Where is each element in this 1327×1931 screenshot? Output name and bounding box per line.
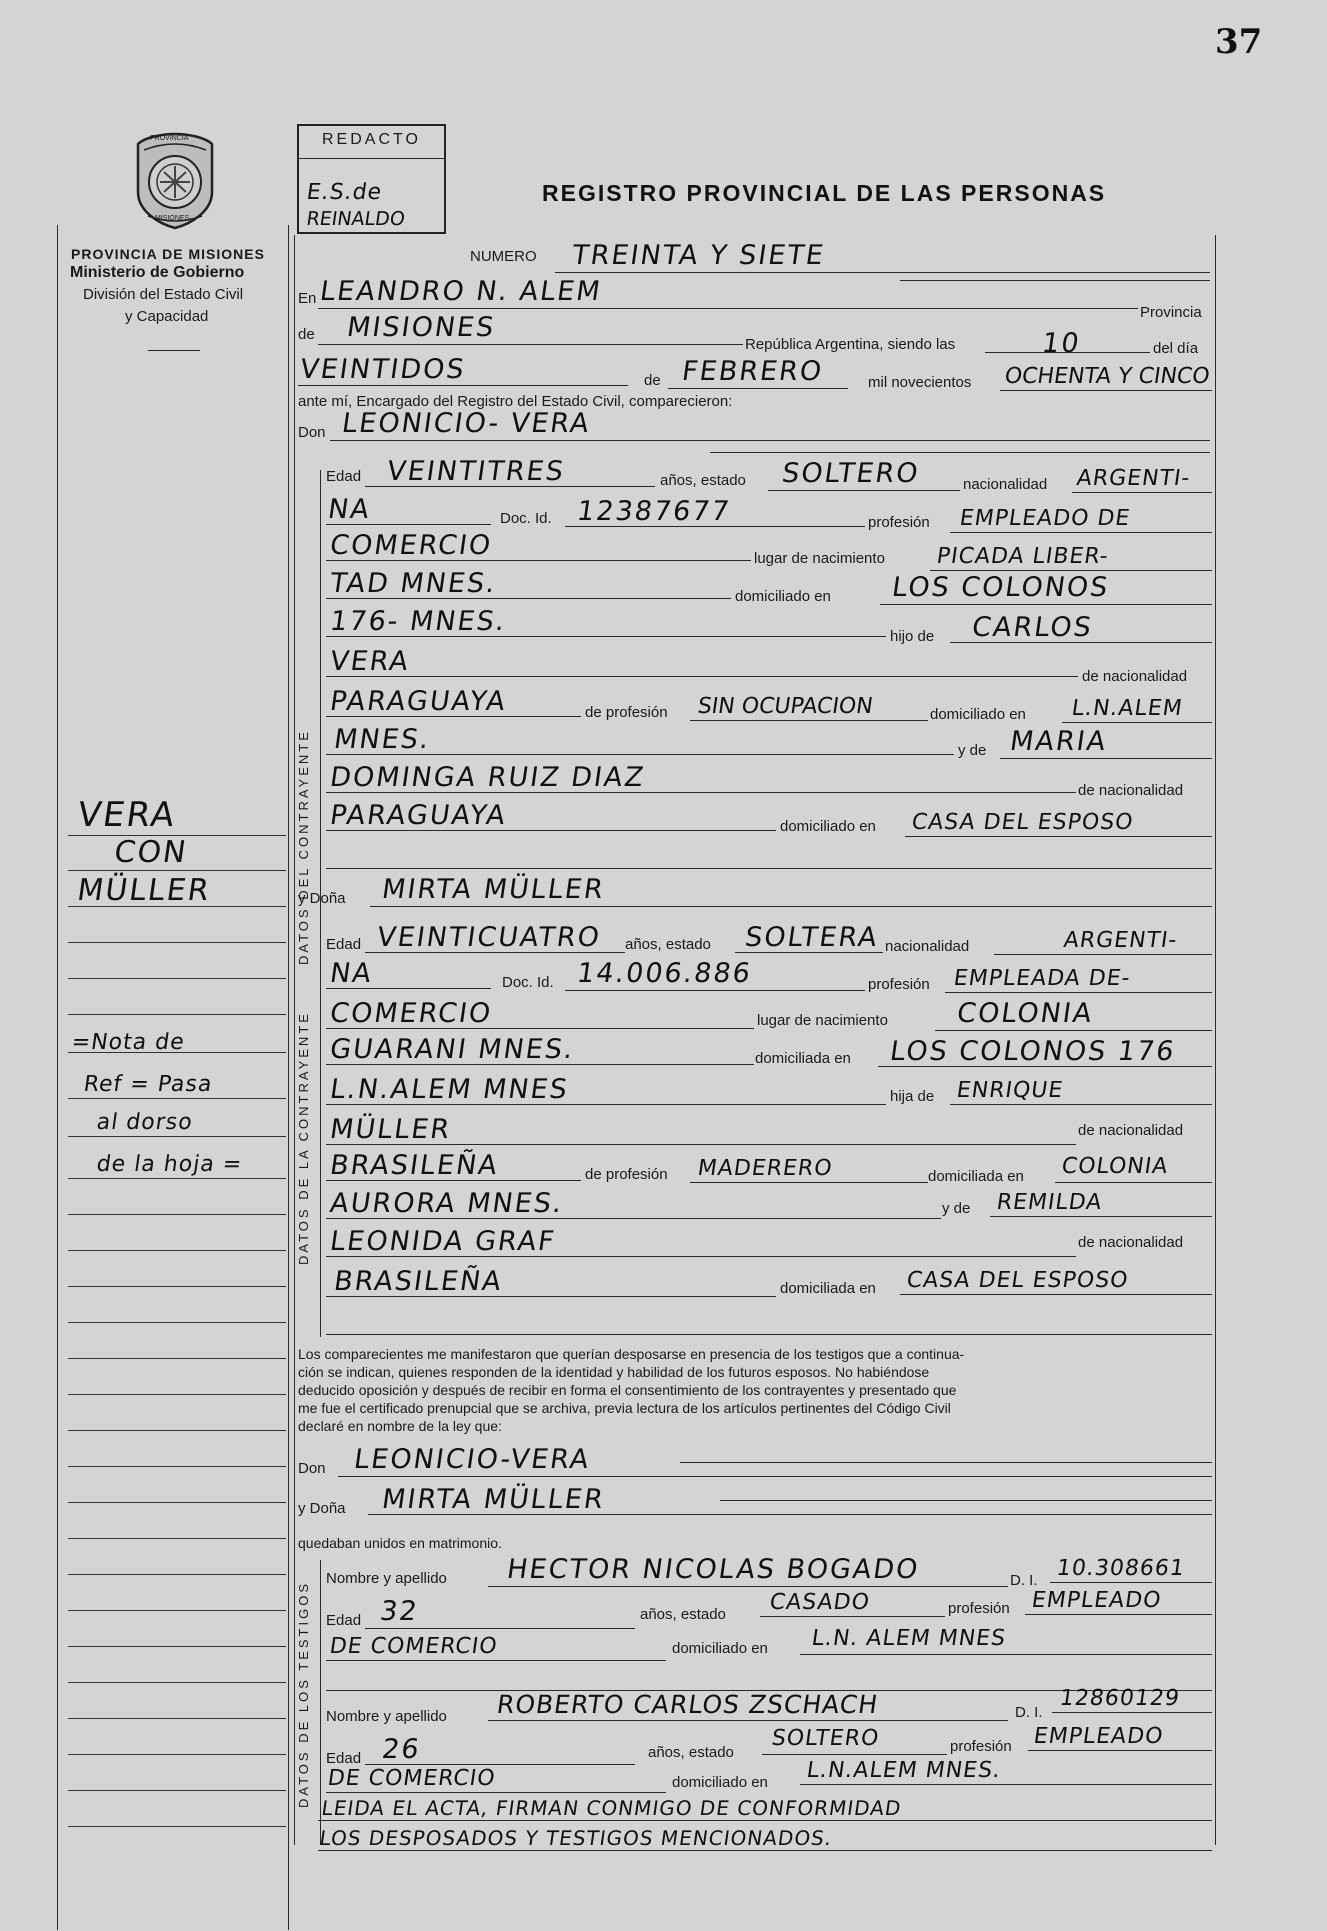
field-t2-dom: L.N.ALEM MNES. (805, 1758, 1003, 1783)
field-novio-prof2: COMERCIO (328, 530, 495, 561)
label-mil: mil novecientos (868, 374, 972, 391)
field-novia-nombre: MIRTA MÜLLER (380, 874, 607, 905)
field-t2-prof1: EMPLEADO (1032, 1724, 1166, 1749)
redacto-hw-1: E.S.de (305, 180, 384, 205)
page-number: 37 (1215, 22, 1263, 62)
paragraph-line-5: declaré en nombre de la ley que: (298, 1418, 502, 1434)
label-don-2: Don (298, 1460, 326, 1477)
field-novio-madre1: MARIA (1008, 726, 1110, 757)
label-anos-estado-2: años, estado (625, 936, 711, 953)
label-lugar-nac-2: lugar de nacimiento (757, 1012, 888, 1029)
field-novio-madre-dom: CASA DEL ESPOSO (910, 810, 1136, 835)
label-domiciliado-4: domiciliado en (672, 1640, 768, 1657)
label-profesion-3: profesión (948, 1600, 1010, 1617)
field-t1-prof2: DE COMERCIO (328, 1634, 500, 1659)
margin-note-3: al dorso (95, 1110, 195, 1135)
field-novio-nac2: NA (326, 494, 374, 525)
field-provincia: MISIONES (345, 312, 498, 343)
field-novia-prof2: COMERCIO (328, 998, 495, 1029)
field-novio-lugar2: TAD MNES. (328, 568, 499, 599)
margin-title-2: CON (112, 835, 190, 870)
label-hija-de: hija de (890, 1088, 935, 1105)
field-novio-nac1: ARGENTI- (1075, 466, 1193, 491)
seal-top-text: PROVINCIA (150, 135, 189, 142)
label-y-dona: y Doña (298, 890, 346, 907)
field-novia-dom2: L.N.ALEM MNES (328, 1074, 571, 1105)
field-decl-don: LEONICIO-VERA (352, 1444, 593, 1475)
field-novia-dom1: LOS COLONOS 176 (888, 1036, 1178, 1067)
field-novio-padre-prof: SIN OCUPACION (696, 694, 875, 719)
capacity-label: y Capacidad (125, 308, 209, 325)
field-t2-edad: 26 (380, 1734, 423, 1765)
form-right-border (1215, 235, 1216, 1845)
field-dia: VEINTIDOS (298, 354, 468, 385)
field-t1-prof1: EMPLEADO (1030, 1588, 1164, 1613)
label-doc-2: Doc. Id. (502, 974, 554, 991)
field-novia-nac2: NA (328, 958, 376, 989)
field-novia-padre-nac: BRASILEÑA (328, 1150, 501, 1181)
field-novia-madre2: LEONIDA GRAF (328, 1226, 558, 1257)
closing-line-1: LEIDA EL ACTA, FIRMAN CONMIGO DE CONFORMIDAD (320, 1796, 904, 1820)
label-di: D. I. (1010, 1572, 1038, 1589)
label-de: de (298, 326, 315, 343)
label-anos-estado: años, estado (660, 472, 746, 489)
field-lugar: LEANDRO N. ALEM (318, 276, 604, 307)
label-datos-contrayente: DATOS DEL CONTRAYENTE (296, 729, 311, 965)
label-y-de-2: y de (942, 1200, 971, 1217)
label-anos-estado-4: años, estado (648, 1744, 734, 1761)
field-novio-padre2: VERA (328, 646, 413, 677)
field-novia-lugar2: GUARANI MNES. (328, 1034, 577, 1065)
field-novio-padre-nac: PARAGUAYA (328, 686, 509, 717)
field-novio-lugar1: PICADA LIBER- (935, 544, 1111, 569)
field-novia-estado: SOLTERA (743, 922, 881, 953)
label-edad-4: Edad (326, 1750, 362, 1767)
province-label: PROVINCIA DE MISIONES (71, 246, 265, 262)
field-novio-padre1: CARLOS (970, 612, 1095, 643)
registry-title: REGISTRO PROVINCIAL DE LAS PERSONAS (542, 180, 1107, 206)
label-de-nacionalidad-4: de nacionalidad (1078, 1234, 1184, 1251)
field-hora: 10 (1040, 328, 1083, 359)
label-domiciliada: domiciliada en (755, 1050, 851, 1067)
field-novia-padre-dom2: AURORA MNES. (328, 1188, 566, 1219)
field-t2-di: 12860129 (1058, 1686, 1182, 1711)
label-domiciliada-3: domiciliada en (780, 1280, 876, 1297)
field-decl-dona: MIRTA MÜLLER (380, 1484, 607, 1515)
paragraph-line-1: Los comparecientes me manifestaron que querían desposarse en presencia de los testigos que a continua- (298, 1346, 965, 1362)
label-nombre-apellido-2: Nombre y apellido (326, 1708, 447, 1725)
field-novio-estado: SOLTERO (780, 458, 922, 489)
field-novio-dom2: 176- MNES. (328, 606, 509, 637)
margin-title-3: MÜLLER (75, 873, 213, 908)
field-novia-padre-dom1: COLONIA (1060, 1154, 1170, 1179)
field-mes: FEBRERO (680, 356, 826, 387)
label-doc: Doc. Id. (500, 510, 552, 527)
paragraph-line-3: deducido oposición y después de recibir en forma el consentimiento de los contrayentes y presentado que (298, 1382, 957, 1398)
label-edad-3: Edad (326, 1612, 362, 1629)
field-novio-doc: 12387677 (575, 496, 733, 527)
field-novia-madre-nac: BRASILEÑA (332, 1266, 505, 1297)
label-y-de: y de (958, 742, 987, 759)
label-hijo-de: hijo de (890, 628, 935, 645)
label-profesion: profesión (868, 514, 930, 531)
field-numero: TREINTA Y SIETE (570, 240, 828, 271)
field-t1-estado: CASADO (768, 1590, 872, 1615)
field-novio-padre-dom1: L.N.ALEM (1070, 696, 1185, 721)
field-novia-madre1: REMILDA (995, 1190, 1105, 1215)
field-t1-edad: 32 (378, 1596, 421, 1627)
label-del-dia: del día (1153, 340, 1199, 357)
form-left-border (294, 235, 295, 1845)
label-provincia: Provincia (1140, 304, 1202, 321)
paragraph-line-4: me fue el certificado prenupcial que se archiva, previa lectura de los artículos pertinentes del Código Civil (298, 1400, 951, 1416)
field-novio-nombre: LEONICIO- VERA (340, 408, 593, 439)
label-nacionalidad: nacionalidad (963, 476, 1048, 493)
field-t2-estado: SOLTERO (770, 1726, 881, 1751)
label-y-dona-2: y Doña (298, 1500, 346, 1517)
field-novio-madre-nac: PARAGUAYA (328, 800, 509, 831)
field-novio-dom1: LOS COLONOS (890, 572, 1112, 603)
field-novia-padre1: ENRIQUE (955, 1078, 1065, 1103)
label-edad: Edad (326, 468, 362, 485)
field-t1-di: 10.308661 (1055, 1556, 1187, 1581)
field-novia-prof1: EMPLEADA DE- (952, 966, 1133, 991)
field-t2-prof2: DE COMERCIO (326, 1766, 498, 1791)
label-de-nacionalidad-3: de nacionalidad (1078, 1122, 1184, 1139)
label-quedaban: quedaban unidos en matrimonio. (298, 1535, 502, 1551)
label-de-nacionalidad: de nacionalidad (1082, 668, 1188, 685)
label-republica: República Argentina, siendo las (745, 336, 956, 353)
field-novio-edad: VEINTITRES (385, 456, 567, 487)
margin-right-border (288, 225, 289, 1930)
label-de-nacionalidad-2: de nacionalidad (1078, 782, 1184, 799)
field-novia-doc: 14.006.886 (575, 958, 754, 989)
field-novia-padre-prof: MADERERO (696, 1156, 835, 1181)
label-en: En (298, 290, 317, 307)
label-lugar-nac: lugar de nacimiento (754, 550, 885, 567)
seal-bottom-text: MISIONES (155, 215, 190, 222)
field-novio-madre2: DOMINGA RUIZ DIAZ (328, 762, 648, 793)
ministry-label: Ministerio de Gobierno (70, 264, 245, 281)
field-novio-prof1: EMPLEADO DE (958, 506, 1132, 531)
field-novia-edad: VEINTICUATRO (375, 922, 603, 953)
division-label: División del Estado Civil (83, 286, 244, 303)
label-nombre-apellido: Nombre y apellido (326, 1570, 447, 1587)
field-novia-lugar1: COLONIA (955, 998, 1096, 1029)
margin-note-4: de la hoja = (95, 1152, 245, 1177)
field-t1-dom: L.N. ALEM MNES (810, 1626, 1008, 1651)
label-numero: NUMERO (470, 248, 537, 265)
field-novio-padre-dom2: MNES. (332, 724, 433, 755)
field-t1-nombre: HECTOR NICOLAS BOGADO (505, 1554, 922, 1585)
margin-left-border (57, 225, 58, 1930)
margin-note-2: Ref = Pasa (82, 1072, 215, 1097)
label-profesion-4: profesión (950, 1738, 1012, 1755)
label-profesion-2: profesión (868, 976, 930, 993)
paragraph-line-2: ción se indican, quienes responden de la identidad y habilidad de los futuros esposos. No habiéndose (298, 1364, 930, 1380)
field-t2-nombre: ROBERTO CARLOS ZSCHACH (495, 1690, 881, 1719)
field-novia-madre-dom: CASA DEL ESPOSO (905, 1268, 1131, 1293)
margin-title-1: VERA (75, 795, 179, 835)
label-de-profesion: de profesión (585, 704, 668, 721)
label-domiciliado-3: domiciliado en (780, 818, 876, 835)
label-domiciliado: domiciliado en (735, 588, 831, 605)
field-novia-padre2: MÜLLER (328, 1114, 454, 1145)
label-edad-2: Edad (326, 936, 362, 953)
label-datos-contrayente-2: DATOS DE LA CONTRAYENTE (296, 1011, 311, 1265)
label-anos-estado-3: años, estado (640, 1606, 726, 1623)
field-anio: OCHENTA Y CINCO (1003, 364, 1212, 389)
redacto-label: REDACTO (322, 131, 421, 148)
label-domiciliado-2: domiciliado en (930, 706, 1026, 723)
label-di-2: D. I. (1015, 1704, 1043, 1721)
redacto-hw-2: REINALDO (305, 208, 407, 230)
label-de-profesion-2: de profesión (585, 1166, 668, 1183)
closing-line-2: LOS DESPOSADOS Y TESTIGOS MENCIONADOS. (318, 1826, 834, 1850)
label-ante: ante mí, Encargado del Registro del Estado Civil, comparecieron: (298, 393, 733, 410)
label-domiciliado-5: domiciliado en (672, 1774, 768, 1791)
label-nacionalidad-2: nacionalidad (885, 938, 970, 955)
field-novia-nac1: ARGENTI- (1062, 928, 1180, 953)
label-don: Don (298, 424, 326, 441)
label-datos-testigos: DATOS DE LOS TESTIGOS (296, 1581, 311, 1808)
margin-note-1: =Nota de (70, 1030, 187, 1055)
label-de-mes: de (644, 372, 661, 389)
label-domiciliada-2: domiciliada en (928, 1168, 1024, 1185)
